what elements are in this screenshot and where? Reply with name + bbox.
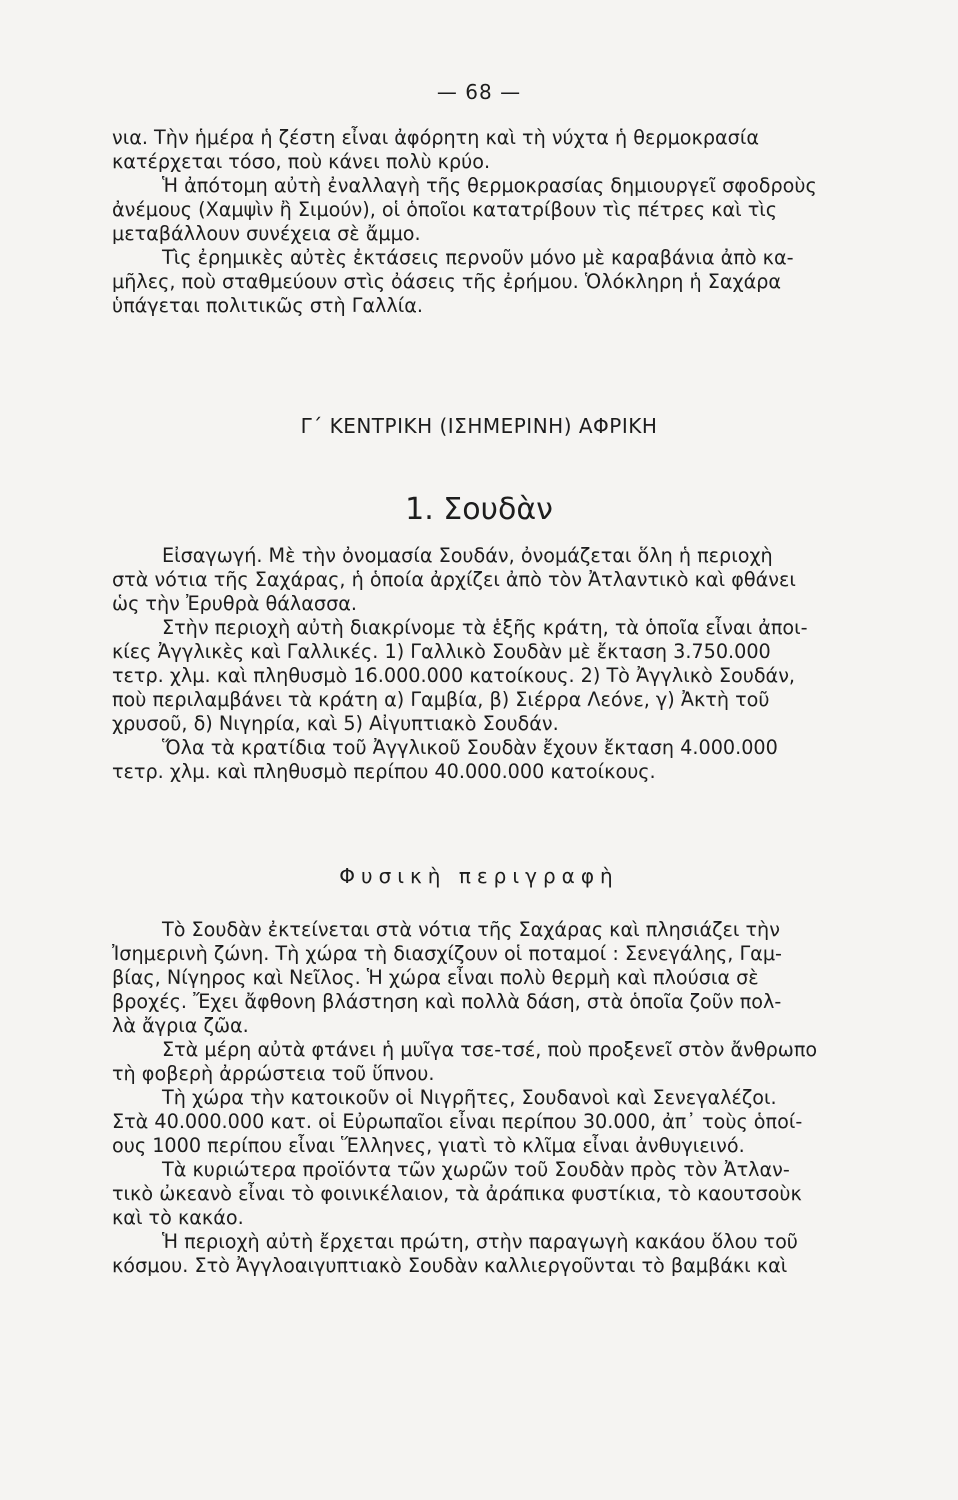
section-heading-sudan: 1. Σουδὰν xyxy=(405,492,553,527)
paragraph-sudan-physical xyxy=(112,920,922,1280)
text-line: ὑπάγεται πολιτικῶς στὴ Γαλλία. xyxy=(112,294,424,317)
text-line: ὡς τὴν Ἐρυθρὰ θάλασσα. xyxy=(112,592,358,615)
text-line: βίας, Νίγηρος καὶ Νεῖλος. Ἡ χώρα εἶναι πολὺ θερμὴ καὶ πλούσια σὲ xyxy=(112,966,759,989)
section-heading-central-africa: Γ΄ ΚΕΝΤΡΙΚΗ (ΙΣΗΜΕΡΙΝΗ) ΑΦΡΙΚΗ xyxy=(300,414,658,438)
text-line: Στὴν περιοχὴ αὐτὴ διακρίνομε τὰ ἑξῆς κράτη, τὰ ὁποῖα εἶναι ἀποι- xyxy=(162,616,808,639)
text-line: Ἡ ἀπότομη αὐτὴ ἐναλλαγὴ τῆς θερμοκρασίας δημιουργεῖ σφοδροὺς xyxy=(162,174,817,197)
text-line: νια. Τὴν ἡμέρα ἡ ζέστη εἶναι ἀφόρητη καὶ τὴ νύχτα ἡ θερμοκρασία xyxy=(112,126,759,149)
text-line: τετρ. χλμ. καὶ πληθυσμὸ περίπου 40.000.000 κατοίκους. xyxy=(112,760,656,783)
text-line: στὰ νότια τῆς Σαχάρας, ἡ ὁποία ἀρχίζει ἀπὸ τὸν Ἀτλαντικὸ καὶ φθάνει xyxy=(112,568,796,591)
text-line: λὰ ἄγρια ζῶα. xyxy=(112,1014,249,1037)
text-line: Στὰ μέρη αὐτὰ φτάνει ἡ μυῖγα τσε-τσέ, ποὺ προξενεῖ στὸν ἄνθρωπο xyxy=(162,1038,818,1061)
text-line: βροχές. Ἔχει ἄφθονη βλάστηση καὶ πολλὰ δάση, στὰ ὁποῖα ζοῦν πολ- xyxy=(112,990,782,1013)
text-line: ἀνέμους (Χαμψὶν ἢ Σιμούν), οἱ ὁποῖοι κατατρίβουν τὶς πέτρες καὶ τὶς xyxy=(112,198,778,221)
text-line: Στὰ 40.000.000 κατ. οἱ Εὐρωπαῖοι εἶναι περίπου 30.000, ἀπ᾿ τοὺς ὁποί- xyxy=(112,1110,803,1133)
text-line: κίες Ἀγγλικὲς καὶ Γαλλικές. 1) Γαλλικὸ Σουδὰν μὲ ἔκταση 3.750.000 xyxy=(112,640,771,663)
text-line: Τὸ Σουδὰν ἐκτείνεται στὰ νότια τῆς Σαχάρας καὶ πλησιάζει τὴν xyxy=(162,918,780,941)
page-number: — 68 — xyxy=(436,80,522,104)
text-line: Τὴ χώρα τὴν κατοικοῦν οἱ Νιγρῆτες, Σουδανοὶ καὶ Σενεγαλέζοι. xyxy=(162,1086,777,1109)
text-line: κατέρχεται τόσο, ποὺ κάνει πολὺ κρύο. xyxy=(112,150,491,173)
text-line: Ἡ περιοχὴ αὐτὴ ἔρχεται πρώτη, στὴν παραγωγὴ κακάου ὅλου τοῦ xyxy=(162,1230,798,1253)
paragraph-sahara-climate xyxy=(112,128,922,320)
text-line: Ἰσημερινὴ ζώνη. Τὴ χώρα τὴ διασχίζουν οἱ ποταμοί : Σενεγάλης, Γαμ- xyxy=(112,942,782,965)
text-line: τὴ φοβερὴ ἀρρώστεια τοῦ ὕπνου. xyxy=(112,1062,435,1085)
text-line: ποὺ περιλαμβάνει τὰ κράτη α) Γαμβία, β) Σιέρρα Λεόνε, γ) Ἀκτὴ τοῦ xyxy=(112,688,770,711)
text-line: καὶ τὸ κακάο. xyxy=(112,1206,244,1229)
paragraph-sudan-intro xyxy=(112,546,922,786)
section-heading-physical-description: Φυσικὴ περιγραφὴ xyxy=(339,864,619,888)
text-line: ους 1000 περίπου εἶναι Ἕλληνες, γιατὶ τὸ κλῖμα εἶναι ἀνθυγιεινό. xyxy=(112,1134,745,1157)
text-line: τικὸ ὠκεανὸ εἶναι τὸ φοινικέλαιον, τὰ ἀράπικα φυστίκια, τὸ καουτσοὺκ xyxy=(112,1182,802,1205)
text-line: κόσμου. Στὸ Ἀγγλοαιγυπτιακὸ Σουδὰν καλλιεργοῦνται τὸ βαμβάκι καὶ xyxy=(112,1254,788,1277)
text-line: Εἰσαγωγή. Μὲ τὴν ὀνομασία Σουδάν, ὀνομάζεται ὅλη ἡ περιοχὴ xyxy=(162,544,773,567)
text-line: Τὶς ἐρημικὲς αὐτὲς ἐκτάσεις περνοῦν μόνο μὲ καραβάνια ἀπὸ κα- xyxy=(162,246,794,269)
text-line: μεταβάλλουν συνέχεια σὲ ἄμμο. xyxy=(112,222,421,245)
text-line: Τὰ κυριώτερα προϊόντα τῶν χωρῶν τοῦ Σουδὰν πρὸς τὸν Ἀτλαν- xyxy=(162,1158,790,1181)
text-line: χρυσοῦ, δ) Νιγηρία, καὶ 5) Αἰγυπτιακὸ Σουδάν. xyxy=(112,712,559,735)
text-line: Ὅλα τὰ κρατίδια τοῦ Ἀγγλικοῦ Σουδὰν ἔχουν ἔκταση 4.000.000 xyxy=(162,736,778,759)
text-line: τετρ. χλμ. καὶ πληθυσμὸ 16.000.000 κατοίκους. 2) Τὸ Ἀγγλικὸ Σουδάν, xyxy=(112,664,796,687)
text-line: μῆλες, ποὺ σταθμεύουν στὶς ὀάσεις τῆς ἐρήμου. Ὁλόκληρη ἡ Σαχάρα xyxy=(112,270,782,293)
